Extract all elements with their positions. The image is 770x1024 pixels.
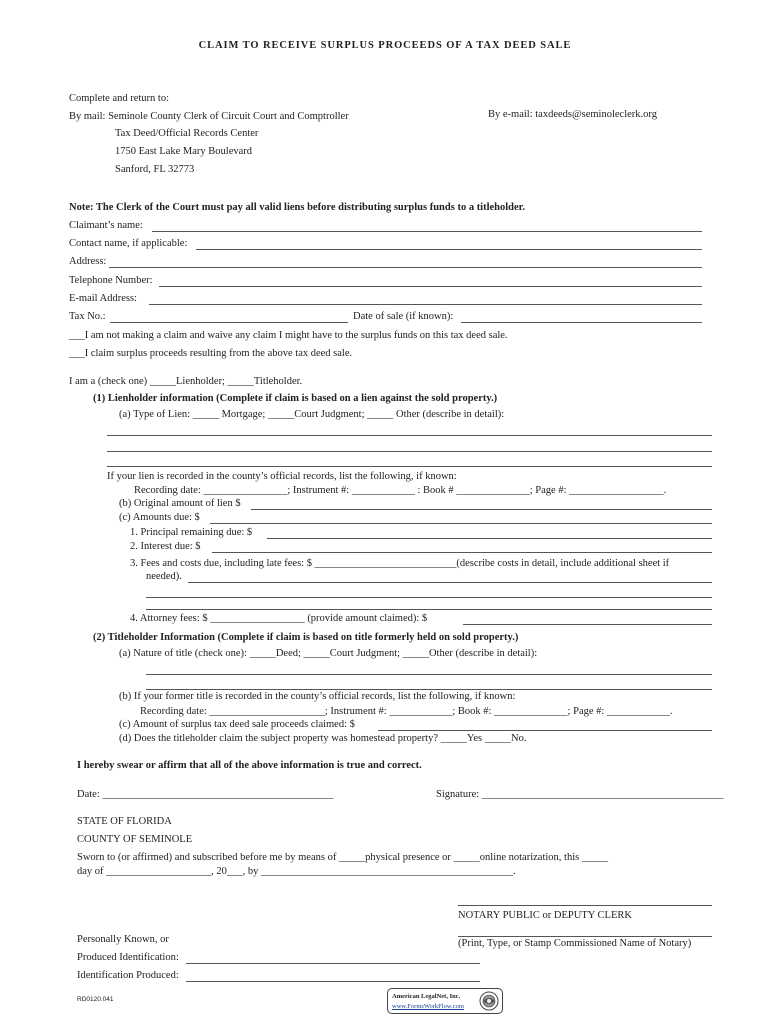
amounts-due-label: (c) Amounts due: $ <box>119 512 200 523</box>
lien-detail-line-3[interactable] <box>107 466 712 467</box>
lienholder-heading: (1) Lienholder information (Complete if claim is based on a lien against the sold property.) <box>93 393 498 404</box>
claimant-name-label: Claimant’s name: <box>69 220 143 231</box>
title-nature-line[interactable]: (a) Nature of title (check one): _____Deed; _____Court Judgment; _____Other (describe in detail): <box>119 648 538 659</box>
original-amount-label: (b) Original amount of lien $ <box>119 498 241 509</box>
form-code: RD0120.041 <box>77 996 114 1003</box>
email-address-line: By e-mail: taxdeeds@seminoleclerk.org <box>488 109 657 120</box>
affirmation-text: I hereby swear or affirm that all of the above information is true and correct. <box>77 760 422 771</box>
interest-field[interactable] <box>212 552 712 553</box>
day-line[interactable]: day of ____________________, 20___, by ________________________________________________. <box>77 866 516 877</box>
notary-signature-line[interactable] <box>458 905 712 906</box>
principal-label: 1. Principal remaining due: $ <box>130 527 253 538</box>
id-produced-label: Identification Produced: <box>77 970 179 981</box>
tax-no-field[interactable] <box>110 322 348 323</box>
notary-public-label: NOTARY PUBLIC or DEPUTY CLERK <box>458 910 632 921</box>
fees-needed-text: needed). <box>146 571 182 582</box>
state-text: STATE OF FLORIDA <box>77 816 172 827</box>
mail-address-line: By mail: Seminole County Clerk of Circuit Court and Comptroller <box>69 111 349 122</box>
original-amount-field[interactable] <box>251 509 712 510</box>
return-intro: Complete and return to: <box>69 93 170 104</box>
title-detail-line-2[interactable] <box>146 689 712 690</box>
telephone-label: Telephone Number: <box>69 275 153 286</box>
address-label: Address: <box>69 256 107 267</box>
address-line-1: Tax Deed/Official Records Center <box>115 128 259 139</box>
title-recorded-text: (b) If your former title is recorded in the county’s official records, list the following, if known: <box>119 691 516 702</box>
surplus-amount-field[interactable] <box>378 730 712 731</box>
county-text: COUNTY OF SEMINOLE <box>77 834 193 845</box>
publisher-name: American LegalNet, Inc. <box>392 993 461 1000</box>
title-detail-line-1[interactable] <box>146 674 712 675</box>
claimant-name-field[interactable] <box>152 231 702 232</box>
interest-label: 2. Interest due: $ <box>130 541 201 552</box>
amounts-due-field[interactable] <box>210 523 712 524</box>
lien-recording-line[interactable]: Recording date: ________________; Instrument #: ____________ : Book # ______________; Page #: __________________. <box>134 485 667 496</box>
email-field[interactable] <box>149 304 702 305</box>
address-line-2: 1750 East Lake Mary Boulevard <box>115 146 253 157</box>
lien-recorded-text: If your lien is recorded in the county’s official records, list the following, if known: <box>107 471 457 482</box>
notary-name-line[interactable] <box>458 936 712 937</box>
address-line-3: Sanford, FL 32773 <box>115 164 195 175</box>
homestead-question[interactable]: (d) Does the titleholder claim the subject property was homestead property? _____Yes _____No. <box>119 733 527 744</box>
produced-id-field[interactable] <box>186 963 480 964</box>
email-label: E-mail Address: <box>69 293 137 304</box>
surplus-amount-label: (c) Amount of surplus tax deed sale proceeds claimed: $ <box>119 719 355 730</box>
date-of-sale-label: Date of sale (if known): <box>353 311 454 322</box>
claimant-type-select[interactable]: I am a (check one) _____Lienholder; _____Titleholder. <box>69 376 303 387</box>
fees-line[interactable]: 3. Fees and costs due, including late fees: $ ___________________________(describe costs in detail, include additional sheet if <box>130 558 670 569</box>
waive-claim-option[interactable]: ___I am not making a claim and waive any claim I might have to the surplus funds on this tax deed sale. <box>69 330 508 341</box>
globe-icon <box>479 991 499 1011</box>
notary-name-caption: (Print, Type, or Stamp Commissioned Name of Notary) <box>458 938 692 949</box>
signature-line[interactable]: Signature: ______________________________________________ <box>436 789 724 800</box>
date-of-sale-field[interactable] <box>461 322 702 323</box>
title-recording-line[interactable]: Recording date: ______________________; Instrument #: ____________; Book #: ______________; Page #: ____________. <box>140 706 673 717</box>
tax-no-label: Tax No.: <box>69 311 106 322</box>
attorney-fees-field[interactable] <box>463 624 712 625</box>
telephone-field[interactable] <box>159 286 702 287</box>
produced-id-label: Produced Identification: <box>77 952 179 963</box>
claim-surplus-option[interactable]: ___I claim surplus proceeds resulting from the above tax deed sale. <box>69 348 353 359</box>
publisher-logo <box>387 988 503 1014</box>
fees-detail-line-3[interactable] <box>146 609 712 610</box>
lien-detail-line-2[interactable] <box>107 451 712 452</box>
sworn-line[interactable]: Sworn to (or affirmed) and subscribed before me by means of _____physical presence or _____online notarization, this _____ <box>77 852 609 863</box>
note-text: Note: The Clerk of the Court must pay all valid liens before distributing surplus funds to a titleholder. <box>69 202 526 213</box>
id-produced-field[interactable] <box>186 981 480 982</box>
lien-detail-line-1[interactable] <box>107 435 712 436</box>
personally-known-text: Personally Known, or <box>77 934 169 945</box>
lien-type-line[interactable]: (a) Type of Lien: _____ Mortgage; _____Court Judgment; _____ Other (describe in detail): <box>119 409 505 420</box>
contact-name-label: Contact name, if applicable: <box>69 238 188 249</box>
form-title: CLAIM TO RECEIVE SURPLUS PROCEEDS OF A TAX DEED SALE <box>198 40 572 51</box>
date-signature-line[interactable]: Date: ____________________________________________ <box>77 789 334 800</box>
fees-detail-line-1[interactable] <box>188 582 712 583</box>
principal-field[interactable] <box>267 538 712 539</box>
titleholder-heading: (2) Titleholder Information (Complete if claim is based on title formerly held on sold property.) <box>93 632 519 643</box>
publisher-url[interactable]: www.FormsWorkFlow.com <box>392 1003 464 1010</box>
attorney-fees-label: 4. Attorney fees: $ __________________ (provide amount claimed): $ <box>130 613 428 624</box>
address-field[interactable] <box>109 267 702 268</box>
fees-detail-line-2[interactable] <box>146 597 712 598</box>
contact-name-field[interactable] <box>196 249 702 250</box>
